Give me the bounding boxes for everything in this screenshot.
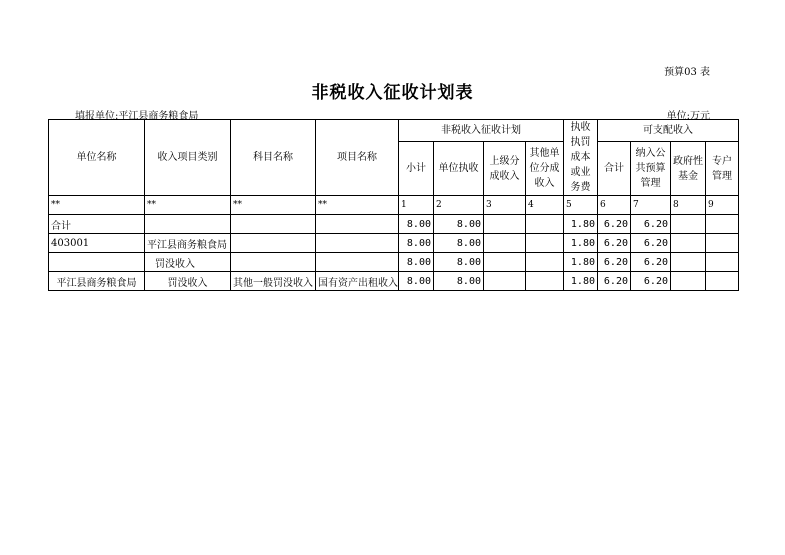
cell-unit: 合计	[49, 215, 145, 234]
code-cell: 9	[706, 196, 739, 215]
cell-subtotal: 8.00	[399, 234, 434, 253]
cell-total: 6.20	[598, 272, 631, 291]
cell-unit-collect: 8.00	[434, 215, 484, 234]
col-other-share: 其他单位分成收入	[526, 142, 564, 196]
cell-upper	[484, 253, 526, 272]
code-cell: 4	[526, 196, 564, 215]
cell-category: 罚没收入	[145, 253, 231, 272]
cell-fund	[671, 272, 706, 291]
cell-subject	[231, 215, 316, 234]
cell-item	[316, 253, 399, 272]
code-cell: 5	[564, 196, 598, 215]
code-cell: **	[49, 196, 145, 215]
cell-unit-collect: 8.00	[434, 234, 484, 253]
code-cell: 6	[598, 196, 631, 215]
cell-item	[316, 215, 399, 234]
code-cell: 1	[399, 196, 434, 215]
cell-item: 国有资产出租收入	[316, 272, 399, 291]
cell-subtotal: 8.00	[399, 253, 434, 272]
table-row	[49, 272, 739, 291]
cell-item	[316, 234, 399, 253]
col-upper-share: 上级分成收入	[484, 142, 526, 196]
col-unit-name: 单位名称	[49, 120, 145, 196]
cell-fund	[671, 253, 706, 272]
col-gov-fund: 政府性基金	[671, 142, 706, 196]
plan-table	[48, 119, 739, 291]
col-plan-group: 非税收入征收计划	[399, 120, 564, 142]
cell-cost: 1.80	[564, 234, 598, 253]
cell-other	[526, 253, 564, 272]
col-subject-name: 科目名称	[231, 120, 316, 196]
col-special-mgmt: 专户管理	[706, 142, 739, 196]
cell-special	[706, 215, 739, 234]
cell-special	[706, 272, 739, 291]
cell-public: 6.20	[631, 215, 671, 234]
cell-unit: 403001	[49, 234, 145, 253]
cell-total: 6.20	[598, 215, 631, 234]
cell-unit-collect: 8.00	[434, 272, 484, 291]
cell-fund	[671, 215, 706, 234]
cell-subject: 其他一般罚没收入	[231, 272, 316, 291]
cell-unit	[49, 253, 145, 272]
table-row	[49, 234, 739, 253]
cell-total: 6.20	[598, 234, 631, 253]
cell-cost: 1.80	[564, 272, 598, 291]
col-unit-collect: 单位执收	[434, 142, 484, 196]
cell-other	[526, 215, 564, 234]
fill-unit: 填报单位:平江县商务粮食局	[75, 111, 199, 122]
col-item-name: 项目名称	[316, 120, 399, 196]
code-cell: 3	[484, 196, 526, 215]
cell-public: 6.20	[631, 234, 671, 253]
cell-category: 罚没收入	[145, 272, 231, 291]
cell-subtotal: 8.00	[399, 272, 434, 291]
table-row	[49, 253, 739, 272]
code-cell: **	[231, 196, 316, 215]
code-cell: 2	[434, 196, 484, 215]
cell-special	[706, 253, 739, 272]
code-cell: 8	[671, 196, 706, 215]
page-title: 非税收入征收计划表	[311, 83, 474, 103]
cell-total: 6.20	[598, 253, 631, 272]
money-unit: 单位:万元	[666, 111, 710, 122]
form-code: 预算03 表	[664, 67, 710, 78]
cell-public: 6.20	[631, 272, 671, 291]
cell-cost: 1.80	[564, 253, 598, 272]
cell-upper	[484, 215, 526, 234]
cell-fund	[671, 234, 706, 253]
cell-subject	[231, 253, 316, 272]
col-enforce-cost: 执收执罚成本或业务费	[564, 120, 598, 196]
table-row	[49, 215, 739, 234]
code-cell: **	[145, 196, 231, 215]
cell-unit-collect: 8.00	[434, 253, 484, 272]
cell-subtotal: 8.00	[399, 215, 434, 234]
cell-special	[706, 234, 739, 253]
col-total: 合计	[598, 142, 631, 196]
code-row	[49, 196, 739, 215]
col-public-budget: 纳入公共预算管理	[631, 142, 671, 196]
code-cell: 7	[631, 196, 671, 215]
cell-upper	[484, 234, 526, 253]
cell-cost: 1.80	[564, 215, 598, 234]
cell-subject	[231, 234, 316, 253]
cell-unit: 平江县商务粮食局	[49, 272, 145, 291]
cell-other	[526, 234, 564, 253]
col-subtotal: 小计	[399, 142, 434, 196]
col-income-category: 收入项目类别	[145, 120, 231, 196]
col-available-group: 可支配收入	[598, 120, 739, 142]
code-cell: **	[316, 196, 399, 215]
cell-category	[145, 215, 231, 234]
cell-upper	[484, 272, 526, 291]
cell-other	[526, 272, 564, 291]
cell-public: 6.20	[631, 253, 671, 272]
cell-category: 平江县商务粮食局	[145, 234, 231, 253]
